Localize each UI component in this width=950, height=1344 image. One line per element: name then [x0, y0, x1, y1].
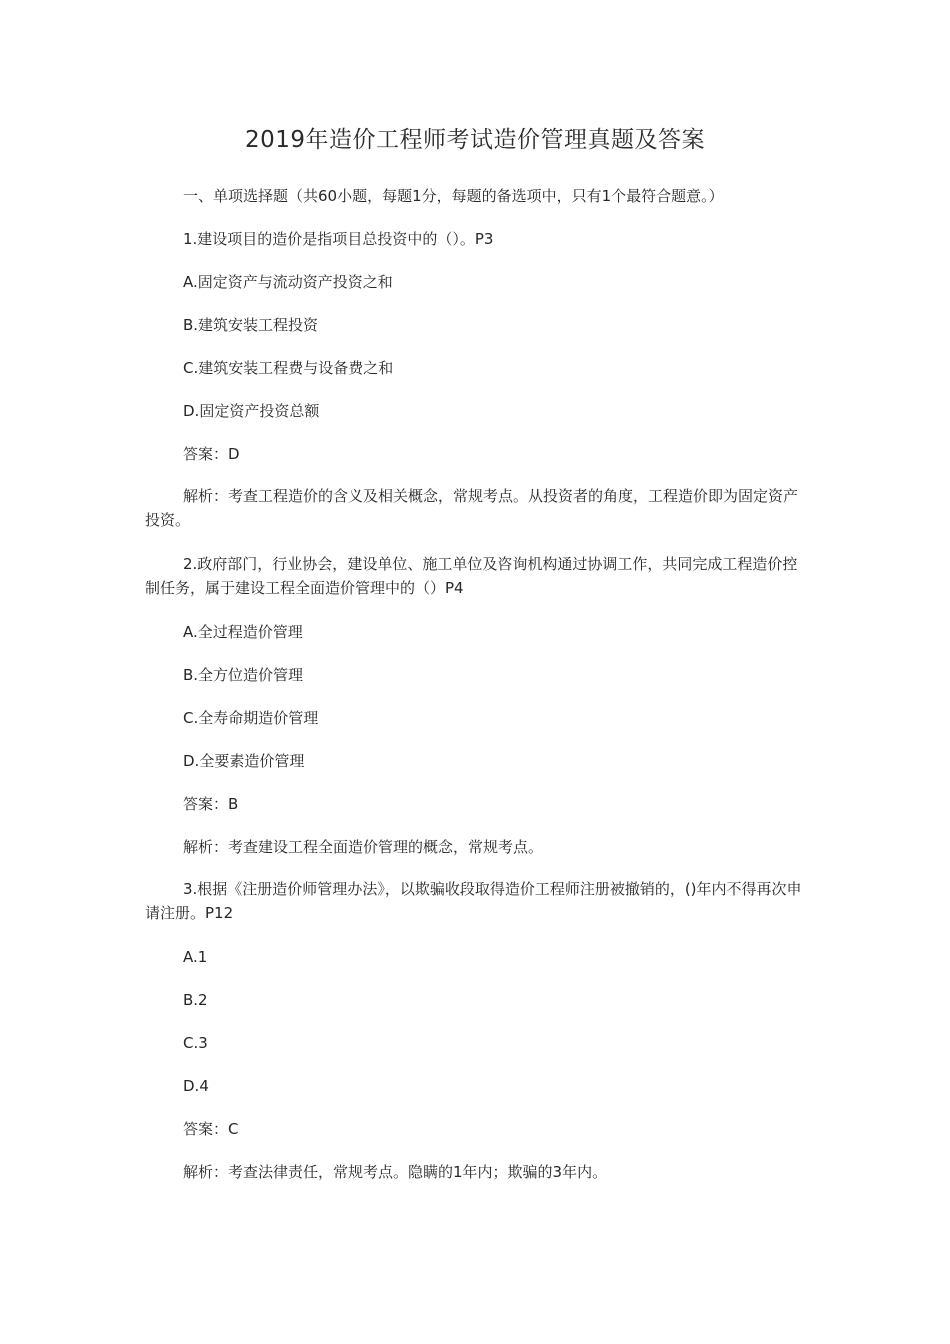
question-1-analysis: 解析：考查工程造价的含义及相关概念，常规考点。从投资者的角度，工程造价即为固定资产投资。 [145, 487, 799, 529]
question-3-option-d: D.4 [183, 1077, 209, 1095]
question-3-stem: 3.根据《注册造价师管理办法》，以欺骗收段取得造价工程师注册被撤销的，()年内不得再次申请注册。P12 [145, 880, 802, 922]
question-2-option-c: C.全寿命期造价管理 [183, 709, 319, 727]
question-3-option-b: B.2 [183, 991, 208, 1009]
question-2-option-d: D.全要素造价管理 [183, 752, 305, 770]
question-1-option-d: D.固定资产投资总额 [183, 402, 320, 420]
question-1-option-a: A.固定资产与流动资产投资之和 [183, 273, 393, 291]
question-1-stem: 1.建设项目的造价是指项目总投资中的（）。P3 [183, 230, 494, 248]
document-title: 2019年造价工程师考试造价管理真题及答案 [244, 127, 706, 153]
question-2-answer: 答案：B [183, 795, 239, 813]
question-3-option-c: C.3 [183, 1034, 208, 1052]
section-heading: 一、单项选择题（共60小题，每题1分，每题的备选项中，只有1个最符合题意。） [183, 187, 724, 205]
question-1-option-b: B.建筑安装工程投资 [183, 316, 319, 334]
question-1-option-c: C.建筑安装工程费与设备费之和 [183, 359, 394, 377]
question-2-option-a: A.全过程造价管理 [183, 623, 303, 641]
question-2-analysis: 解析：考查建设工程全面造价管理的概念，常规考点。 [183, 838, 544, 856]
question-3-option-a: A.1 [183, 948, 208, 966]
question-3-answer: 答案：C [183, 1120, 239, 1138]
question-2-option-b: B.全方位造价管理 [183, 666, 304, 684]
question-2-stem: 2.政府部门，行业协会，建设单位、施工单位及咨询机构通过协调工作，共同完成工程造价控制任务，属于建设工程全面造价管理中的（）P4 [145, 555, 798, 597]
question-3-analysis: 解析：考查法律责任，常规考点。隐瞒的1年内；欺骗的3年内。 [183, 1163, 608, 1181]
question-1-answer: 答案：D [183, 445, 240, 463]
